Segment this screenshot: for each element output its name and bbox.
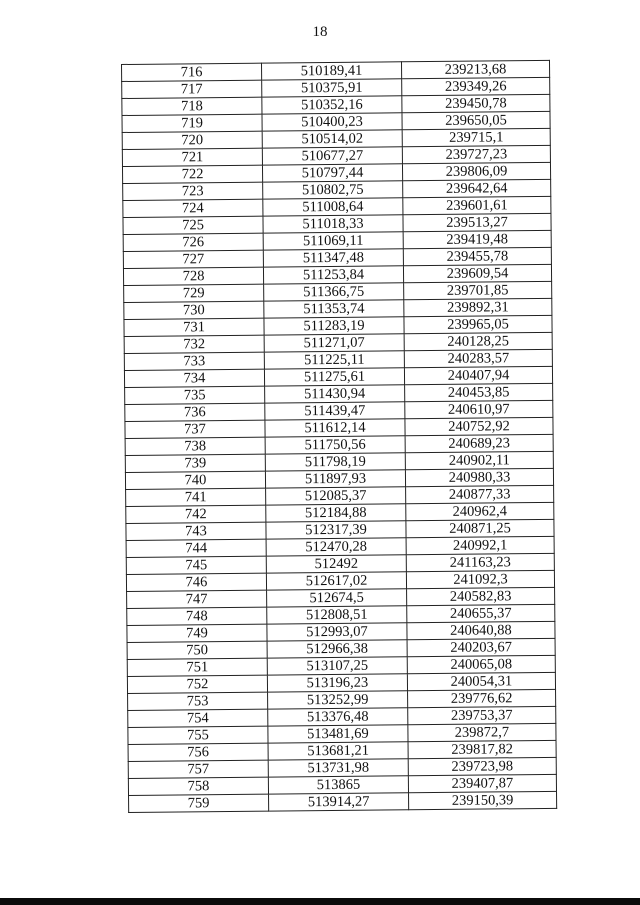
y-coordinate-cell: 239715,1 (402, 128, 550, 146)
point-number-cell: 719 (122, 114, 262, 132)
y-coordinate-cell: 240054,31 (407, 672, 555, 690)
y-coordinate-cell: 239513,27 (403, 213, 551, 231)
y-coordinate-cell: 239450,78 (402, 94, 550, 112)
x-coordinate-cell: 511430,94 (265, 385, 405, 403)
x-coordinate-cell: 510400,23 (262, 113, 402, 131)
point-number-cell: 729 (124, 284, 264, 302)
point-number-cell: 717 (122, 80, 262, 98)
x-coordinate-cell: 511612,14 (265, 419, 405, 437)
point-number-cell: 756 (128, 743, 268, 761)
x-coordinate-cell: 512085,37 (266, 487, 406, 505)
point-number-cell: 751 (127, 658, 267, 676)
y-coordinate-cell: 239806,09 (402, 162, 550, 180)
point-number-cell: 732 (124, 335, 264, 353)
x-coordinate-cell: 512617,02 (266, 572, 406, 590)
point-number-cell: 728 (123, 267, 263, 285)
point-number-cell: 744 (126, 539, 266, 557)
point-number-cell: 735 (125, 386, 265, 404)
y-coordinate-cell: 240655,37 (407, 604, 555, 622)
x-coordinate-cell: 513731,98 (268, 759, 408, 777)
x-coordinate-cell: 510352,16 (262, 96, 402, 114)
y-coordinate-cell: 240752,92 (405, 417, 553, 435)
y-coordinate-cell: 239609,54 (403, 264, 551, 282)
page-number: 18 (312, 24, 328, 40)
point-number-cell: 743 (126, 522, 266, 540)
point-number-cell: 745 (126, 556, 266, 574)
point-number-cell: 757 (128, 760, 268, 778)
point-number-cell: 758 (128, 777, 268, 795)
point-number-cell: 752 (127, 675, 267, 693)
x-coordinate-cell: 512674,5 (267, 589, 407, 607)
coordinates-table (121, 60, 557, 813)
point-number-cell: 726 (123, 233, 263, 251)
x-coordinate-cell: 511271,07 (264, 334, 404, 352)
y-coordinate-cell: 239817,82 (408, 740, 556, 758)
x-coordinate-cell: 513107,25 (267, 657, 407, 675)
x-coordinate-cell: 511225,11 (264, 351, 404, 369)
x-coordinate-cell: 512492 (266, 555, 406, 573)
x-coordinate-cell: 511439,47 (265, 402, 405, 420)
point-number-cell: 724 (123, 199, 263, 217)
x-coordinate-cell: 511798,19 (265, 453, 405, 471)
point-number-cell: 738 (125, 437, 265, 455)
point-number-cell: 720 (122, 131, 262, 149)
y-coordinate-cell: 240640,88 (407, 621, 555, 639)
x-coordinate-cell: 512966,38 (267, 640, 407, 658)
y-coordinate-cell: 239727,23 (402, 145, 550, 163)
scan-bottom-edge (0, 898, 640, 905)
y-coordinate-cell: 240582,83 (407, 587, 555, 605)
point-number-cell: 725 (123, 216, 263, 234)
x-coordinate-cell: 511366,75 (264, 283, 404, 301)
y-coordinate-cell: 241163,23 (406, 553, 554, 571)
y-coordinate-cell: 239650,05 (402, 111, 550, 129)
point-number-cell: 731 (124, 318, 264, 336)
y-coordinate-cell: 239150,39 (409, 791, 557, 809)
point-number-cell: 737 (125, 420, 265, 438)
x-coordinate-cell: 510189,41 (261, 62, 401, 80)
point-number-cell: 741 (126, 488, 266, 506)
x-coordinate-cell: 511018,33 (263, 215, 403, 233)
x-coordinate-cell: 512993,07 (267, 623, 407, 641)
point-number-cell: 747 (127, 590, 267, 608)
x-coordinate-cell: 511283,19 (264, 317, 404, 335)
x-coordinate-cell: 513914,27 (269, 793, 409, 811)
y-coordinate-cell: 239965,05 (404, 315, 552, 333)
point-number-cell: 730 (124, 301, 264, 319)
y-coordinate-cell: 240689,23 (405, 434, 553, 452)
x-coordinate-cell: 511750,56 (265, 436, 405, 454)
x-coordinate-cell: 512808,51 (267, 606, 407, 624)
y-coordinate-cell: 240453,85 (405, 383, 553, 401)
y-coordinate-cell: 239753,37 (408, 706, 556, 724)
y-coordinate-cell: 239892,31 (404, 298, 552, 316)
y-coordinate-cell: 240877,33 (406, 485, 554, 503)
y-coordinate-cell: 239601,61 (403, 196, 551, 214)
y-coordinate-cell: 240283,57 (404, 349, 552, 367)
point-number-cell: 748 (127, 607, 267, 625)
y-coordinate-cell: 240980,33 (405, 468, 553, 486)
x-coordinate-cell: 511275,61 (264, 368, 404, 386)
x-coordinate-cell: 511353,74 (264, 300, 404, 318)
x-coordinate-cell: 513481,69 (268, 725, 408, 743)
point-number-cell: 727 (123, 250, 263, 268)
point-number-cell: 754 (128, 709, 268, 727)
y-coordinate-cell: 239776,62 (408, 689, 556, 707)
x-coordinate-cell: 513681,21 (268, 742, 408, 760)
x-coordinate-cell: 510802,75 (263, 181, 403, 199)
x-coordinate-cell: 510797,44 (262, 164, 402, 182)
y-coordinate-cell: 240902,11 (405, 451, 553, 469)
y-coordinate-cell: 240128,25 (404, 332, 552, 350)
y-coordinate-cell: 239213,68 (401, 60, 549, 78)
y-coordinate-cell: 240065,08 (407, 655, 555, 673)
point-number-cell: 721 (122, 148, 262, 166)
point-number-cell: 716 (122, 63, 262, 81)
x-coordinate-cell: 513376,48 (268, 708, 408, 726)
y-coordinate-cell: 239349,26 (402, 77, 550, 95)
table-body (122, 60, 557, 812)
y-coordinate-cell: 239723,98 (408, 757, 556, 775)
point-number-cell: 742 (126, 505, 266, 523)
point-number-cell: 733 (124, 352, 264, 370)
y-coordinate-cell: 239872,7 (408, 723, 556, 741)
y-coordinate-cell: 240871,25 (406, 519, 554, 537)
x-coordinate-cell: 510375,91 (262, 79, 402, 97)
point-number-cell: 736 (125, 403, 265, 421)
table-row (129, 791, 557, 812)
x-coordinate-cell: 512317,39 (266, 521, 406, 539)
point-number-cell: 759 (129, 794, 269, 812)
x-coordinate-cell: 513196,23 (267, 674, 407, 692)
point-number-cell: 755 (128, 726, 268, 744)
y-coordinate-cell: 240610,97 (405, 400, 553, 418)
x-coordinate-cell: 512184,88 (266, 504, 406, 522)
y-coordinate-cell: 240407,94 (404, 366, 552, 384)
point-number-cell: 753 (128, 692, 268, 710)
point-number-cell: 740 (125, 471, 265, 489)
x-coordinate-cell: 510514,02 (262, 130, 402, 148)
point-number-cell: 734 (124, 369, 264, 387)
point-number-cell: 739 (125, 454, 265, 472)
x-coordinate-cell: 511069,11 (263, 232, 403, 250)
x-coordinate-cell: 510677,27 (262, 147, 402, 165)
y-coordinate-cell: 240962,4 (406, 502, 554, 520)
x-coordinate-cell: 511897,93 (265, 470, 405, 488)
y-coordinate-cell: 240992,1 (406, 536, 554, 554)
y-coordinate-cell: 239419,48 (403, 230, 551, 248)
point-number-cell: 749 (127, 624, 267, 642)
y-coordinate-cell: 240203,67 (407, 638, 555, 656)
point-number-cell: 750 (127, 641, 267, 659)
x-coordinate-cell: 511253,84 (263, 266, 403, 284)
point-number-cell: 723 (123, 182, 263, 200)
point-number-cell: 746 (126, 573, 266, 591)
point-number-cell: 718 (122, 97, 262, 115)
y-coordinate-cell: 239407,87 (408, 774, 556, 792)
y-coordinate-cell: 239642,64 (403, 179, 551, 197)
x-coordinate-cell: 513252,99 (268, 691, 408, 709)
x-coordinate-cell: 511008,64 (263, 198, 403, 216)
x-coordinate-cell: 512470,28 (266, 538, 406, 556)
x-coordinate-cell: 513865 (268, 776, 408, 794)
y-coordinate-cell: 239701,85 (404, 281, 552, 299)
y-coordinate-cell: 241092,3 (406, 570, 554, 588)
y-coordinate-cell: 239455,78 (403, 247, 551, 265)
x-coordinate-cell: 511347,48 (263, 249, 403, 267)
point-number-cell: 722 (122, 165, 262, 183)
